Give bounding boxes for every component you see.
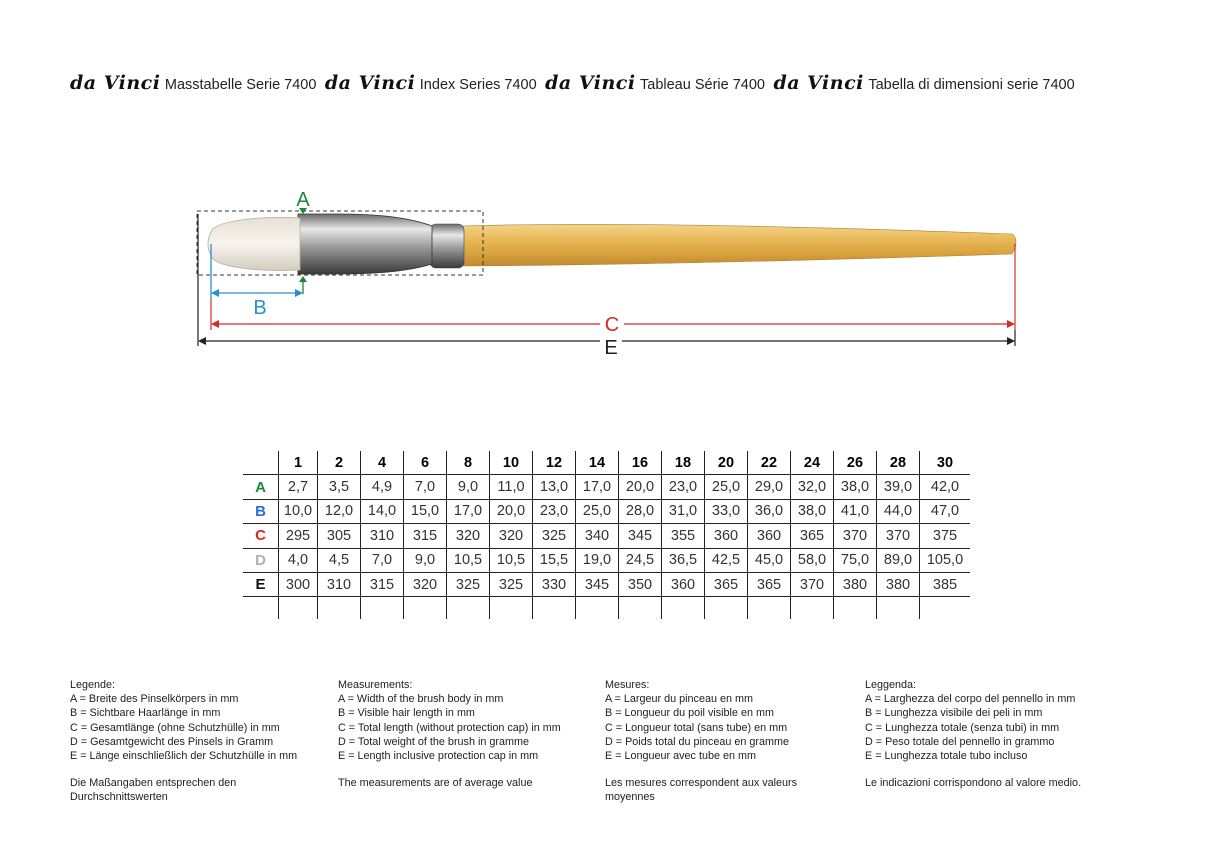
table-cell: 58,0	[791, 548, 834, 572]
size-header: 4	[361, 451, 404, 475]
table-cell	[318, 597, 361, 620]
table-cell	[533, 597, 576, 620]
table-cell: 320	[447, 524, 490, 548]
table-cell	[279, 597, 318, 620]
size-header: 14	[576, 451, 619, 475]
legend-line: C = Longueur total (sans tube) en mm	[605, 721, 788, 734]
brand-logo: da Vinci	[70, 72, 161, 94]
table-cell: 12,0	[318, 499, 361, 523]
legend-line: E = Lunghezza totale tubo incluso	[865, 750, 1028, 763]
table-cell	[404, 597, 447, 620]
table-cell: 340	[576, 524, 619, 548]
size-header: 10	[490, 451, 533, 475]
table-cell: 24,5	[619, 548, 662, 572]
table-cell	[662, 597, 705, 620]
table-cell: 325	[447, 572, 490, 596]
table-cell: 38,0	[834, 475, 877, 499]
table-row	[243, 572, 970, 596]
table-cell: 20,0	[619, 475, 662, 499]
header-title-de: Masstabelle Serie 7400	[164, 77, 317, 93]
legend-title: Legende:	[70, 679, 116, 691]
label-a: A	[296, 189, 310, 211]
header-group-fr	[545, 72, 765, 94]
table-cell	[619, 597, 662, 620]
table-cell: 360	[662, 572, 705, 596]
table-cell: 28,0	[619, 499, 662, 523]
table-cell: 325	[490, 572, 533, 596]
legend-line: C = Lunghezza totale (senza tubi) in mm	[865, 721, 1060, 734]
legend-line: C = Gesamtlänge (ohne Schutzhülle) in mm	[70, 721, 280, 734]
table-cell: 105,0	[920, 548, 971, 572]
legend-line: B = Lunghezza visibile dei peli in mm	[865, 707, 1043, 720]
table-cell: 15,0	[404, 499, 447, 523]
table-cell	[490, 597, 533, 620]
table-cell: 23,0	[662, 475, 705, 499]
table-cell: 360	[705, 524, 748, 548]
size-header: 28	[877, 451, 920, 475]
table-cell: 355	[662, 524, 705, 548]
table-cell	[447, 597, 490, 620]
row-label: A	[243, 475, 279, 499]
legend-line: B = Sichtbare Haarlänge in mm	[70, 707, 221, 720]
table-cell	[576, 597, 619, 620]
header-title-it: Tabella di dimensioni serie 7400	[868, 77, 1075, 93]
table-cell: 310	[318, 572, 361, 596]
legend-line: D = Poids total du pinceau en gramme	[605, 735, 789, 748]
legend-note	[865, 776, 1125, 790]
legend-note-line: The measurements are of average value	[338, 777, 533, 790]
table-cell: 15,5	[533, 548, 576, 572]
table-cell: 320	[404, 572, 447, 596]
legend-note-line: Le indicazioni corrispondono al valore medio.	[865, 777, 1082, 790]
table-cell: 3,5	[318, 475, 361, 499]
table-cell: 25,0	[576, 499, 619, 523]
table-cell: 45,0	[748, 548, 791, 572]
table-row	[243, 499, 970, 523]
table-cell: 75,0	[834, 548, 877, 572]
size-header: 20	[705, 451, 748, 475]
size-header: 8	[447, 451, 490, 475]
table-cell: 9,0	[447, 475, 490, 499]
header-group-en	[325, 72, 537, 94]
legend-line: D = Gesamtgewicht des Pinsels in Gramm	[70, 735, 274, 748]
table-cell: 17,0	[576, 475, 619, 499]
table-cell: 36,0	[748, 499, 791, 523]
label-b: B	[253, 297, 267, 319]
brand-logo: da Vinci	[773, 72, 864, 94]
table-cell	[705, 597, 748, 620]
table-cell: 7,0	[361, 548, 404, 572]
brand-logo: da Vinci	[324, 72, 416, 94]
legend-de	[70, 678, 330, 805]
legend-line: A = Width of the brush body in mm	[338, 693, 504, 706]
legend-line: A = Largeur du pinceau en mm	[605, 693, 753, 706]
legend-line: D = Peso totale del pennello in grammo	[865, 735, 1055, 748]
table-row-empty	[243, 597, 970, 620]
row-label: B	[243, 499, 279, 523]
size-header: 30	[920, 451, 971, 475]
legend-title: Mesures:	[605, 679, 650, 691]
table-cell: 29,0	[748, 475, 791, 499]
size-table	[243, 451, 970, 619]
size-header: 26	[834, 451, 877, 475]
header-group-de	[70, 72, 316, 94]
brush-crimp	[430, 224, 464, 268]
table-cell: 42,0	[920, 475, 971, 499]
row-label: D	[243, 548, 279, 572]
table-cell: 11,0	[490, 475, 533, 499]
table-cell: 380	[877, 572, 920, 596]
label-e: E	[604, 337, 618, 359]
table-cell: 44,0	[877, 499, 920, 523]
table-cell: 38,0	[791, 499, 834, 523]
table-cell: 36,5	[662, 548, 705, 572]
legend-note	[605, 776, 865, 804]
table-cell: 375	[920, 524, 971, 548]
table-cell: 39,0	[877, 475, 920, 499]
table-cell: 19,0	[576, 548, 619, 572]
legend-line: E = Länge einschließlich der Schutzhülle in mm	[70, 750, 298, 763]
table-cell: 300	[279, 572, 318, 596]
table-cell: 370	[791, 572, 834, 596]
table-cell: 325	[533, 524, 576, 548]
brand-logo: da Vinci	[545, 72, 636, 94]
table-cell: 330	[533, 572, 576, 596]
table-cell: 10,5	[490, 548, 533, 572]
legend-it	[865, 678, 1125, 790]
label-c: C	[604, 314, 620, 336]
table-cell: 89,0	[877, 548, 920, 572]
table-row	[243, 548, 970, 572]
legend-line: E = Longueur avec tube en mm	[605, 750, 756, 763]
size-header-row	[243, 451, 970, 475]
table-cell: 295	[279, 524, 318, 548]
table-cell: 13,0	[533, 475, 576, 499]
legend-line: C = Total length (without protection cap) in mm	[338, 721, 561, 734]
table-cell: 20,0	[490, 499, 533, 523]
brush-ferrule	[298, 214, 432, 274]
table-cell: 365	[791, 524, 834, 548]
table-cell: 25,0	[705, 475, 748, 499]
legend-note	[338, 776, 598, 790]
table-cell: 33,0	[705, 499, 748, 523]
table-cell: 305	[318, 524, 361, 548]
table-row	[243, 475, 970, 499]
table-cell: 385	[920, 572, 971, 596]
table-cell	[361, 597, 404, 620]
table-cell: 370	[834, 524, 877, 548]
table-cell: 315	[361, 572, 404, 596]
table-cell: 4,5	[318, 548, 361, 572]
table-cell: 31,0	[662, 499, 705, 523]
table-cell: 380	[834, 572, 877, 596]
table-cell: 17,0	[447, 499, 490, 523]
table-cell: 2,7	[279, 475, 318, 499]
table-cell: 32,0	[791, 475, 834, 499]
legend-fr	[605, 678, 865, 805]
page-header	[70, 72, 1170, 96]
table-cell	[748, 597, 791, 620]
table-cell: 9,0	[404, 548, 447, 572]
brush-handle	[462, 224, 1016, 266]
table-cell	[834, 597, 877, 620]
table-cell: 4,0	[279, 548, 318, 572]
table-cell: 360	[748, 524, 791, 548]
legend-line: D = Total weight of the brush in gramme	[338, 735, 529, 748]
table-cell: 345	[619, 524, 662, 548]
legend-line: A = Larghezza del corpo del pennello in mm	[865, 693, 1076, 706]
brush-hair	[208, 218, 300, 271]
legend-note-line: Durchschnittswerten	[70, 791, 168, 804]
legend-note-line: moyennes	[605, 791, 655, 804]
table-cell: 14,0	[361, 499, 404, 523]
size-header: 16	[619, 451, 662, 475]
table-cell: 320	[490, 524, 533, 548]
table-cell: 23,0	[533, 499, 576, 523]
row-label: C	[243, 524, 279, 548]
size-table-body	[243, 475, 970, 619]
size-header: 24	[791, 451, 834, 475]
table-cell: 315	[404, 524, 447, 548]
legend-title: Measurements:	[338, 679, 413, 691]
brush-diagram	[0, 170, 1208, 370]
header-title-fr: Tableau Série 7400	[640, 77, 765, 93]
table-cell: 10,0	[279, 499, 318, 523]
table-cell: 7,0	[404, 475, 447, 499]
table-cell	[877, 597, 920, 620]
table-cell: 350	[619, 572, 662, 596]
legend-line: B = Visible hair length in mm	[338, 707, 475, 720]
legend-note	[70, 776, 330, 804]
table-corner	[243, 451, 279, 475]
table-cell: 4,9	[361, 475, 404, 499]
row-label: E	[243, 572, 279, 596]
size-header: 2	[318, 451, 361, 475]
size-header: 6	[404, 451, 447, 475]
row-label	[243, 597, 279, 620]
legend-line: A = Breite des Pinselkörpers in mm	[70, 693, 239, 706]
legend-note-line: Les mesures correspondent aux valeurs	[605, 777, 798, 790]
table-cell	[791, 597, 834, 620]
table-cell: 41,0	[834, 499, 877, 523]
size-header: 1	[279, 451, 318, 475]
size-header: 22	[748, 451, 791, 475]
table-cell: 345	[576, 572, 619, 596]
table-cell: 365	[705, 572, 748, 596]
table-cell: 42,5	[705, 548, 748, 572]
table-cell: 310	[361, 524, 404, 548]
table-cell	[920, 597, 971, 620]
legend-line: B = Longueur du poil visible en mm	[605, 707, 774, 720]
size-header: 18	[662, 451, 705, 475]
legend-title: Leggenda:	[865, 679, 917, 691]
legend-line: E = Length inclusive protection cap in mm	[338, 750, 539, 763]
size-header: 12	[533, 451, 576, 475]
table-row	[243, 524, 970, 548]
table-cell: 10,5	[447, 548, 490, 572]
header-group-it	[773, 72, 1074, 94]
table-cell: 370	[877, 524, 920, 548]
table-cell: 47,0	[920, 499, 971, 523]
legend-note-line: Die Maßangaben entsprechen den	[70, 777, 237, 790]
header-title-en: Index Series 7400	[419, 77, 537, 93]
legend-en	[338, 678, 598, 790]
table-cell: 365	[748, 572, 791, 596]
